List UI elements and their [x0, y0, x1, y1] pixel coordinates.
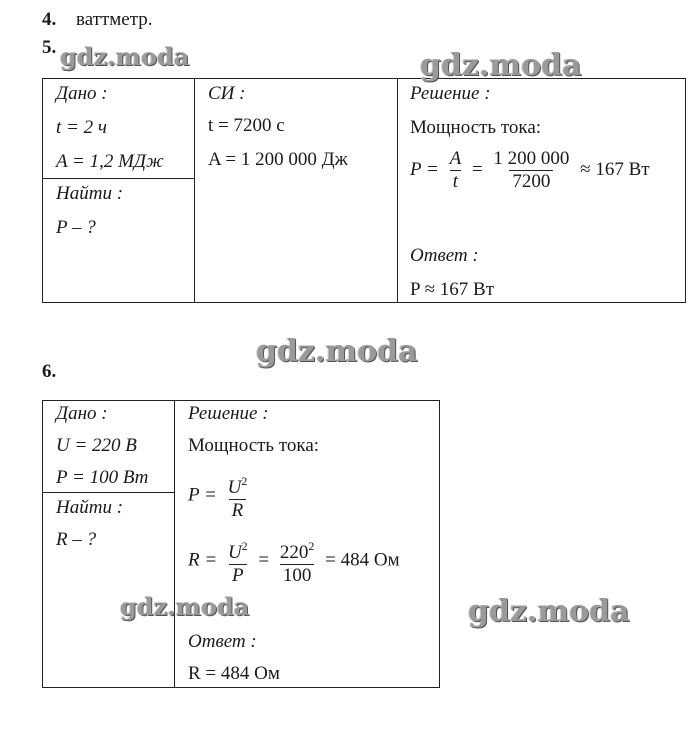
item6-number: 6.	[42, 361, 57, 382]
watermark-logo: gdz.moda	[420, 48, 582, 83]
given-header: Дано :	[56, 403, 108, 424]
divider	[42, 492, 174, 493]
given-line: U = 220 В	[56, 435, 137, 456]
answer-header: Ответ :	[188, 631, 257, 652]
given-header: Дано :	[56, 83, 108, 104]
find-header: Найти :	[56, 497, 124, 518]
fraction-denominator: t	[450, 170, 461, 193]
equals-sign: =	[471, 158, 483, 180]
divider	[397, 78, 398, 303]
given-line: A = 1,2 МДж	[56, 151, 164, 172]
answer-header: Ответ :	[410, 245, 479, 266]
fraction-denominator: R	[229, 499, 247, 522]
solution-header: Решение :	[188, 403, 269, 424]
fraction	[490, 148, 572, 193]
fraction	[225, 535, 251, 587]
fraction-numerator: $U^2$	[227, 474, 248, 498]
fraction-denominator: P	[229, 564, 247, 587]
item5-number: 5.	[42, 37, 57, 58]
solution-title: Мощность тока:	[188, 435, 320, 456]
given-line: P = 100 Вт	[56, 467, 149, 488]
formula-result: = 484 Ом	[325, 549, 400, 571]
divider	[174, 400, 175, 688]
solution-header: Решение :	[410, 83, 491, 104]
watermark-logo: gdz.moda	[120, 592, 250, 621]
si-line: A = 1 200 000 Дж	[208, 149, 348, 170]
solution-title: Мощность тока:	[410, 117, 542, 138]
fraction-denominator: 100	[280, 564, 315, 587]
item4-number: 4.	[42, 9, 57, 30]
find-header: Найти :	[56, 183, 124, 204]
given-line: t = 2 ч	[56, 117, 107, 138]
power-formula	[188, 470, 253, 522]
item4-text: ваттметр.	[76, 9, 153, 30]
fraction-numerator: 1 200 000	[493, 148, 570, 169]
answer-value: R = 484 Ом	[188, 663, 280, 684]
fraction-numerator: $U^2$	[227, 539, 248, 563]
formula-lhs: P =	[410, 158, 439, 180]
si-header: СИ :	[208, 83, 246, 104]
resistance-formula	[188, 535, 400, 587]
formula-lhs: P =	[188, 484, 217, 506]
answer-value: P ≈ 167 Вт	[410, 279, 495, 300]
fraction	[447, 148, 465, 193]
divider	[194, 78, 195, 303]
fraction-numerator: $220^2$	[279, 539, 315, 563]
watermark-logo: gdz.moda	[60, 42, 190, 71]
fraction-denominator: 7200	[509, 170, 553, 193]
fraction-numerator: A	[449, 148, 462, 169]
si-line: t = 7200 с	[208, 115, 285, 136]
find-value: R – ?	[56, 529, 97, 550]
fraction	[225, 470, 251, 522]
power-formula	[410, 148, 650, 193]
watermark-logo: gdz.moda	[468, 594, 630, 629]
equals-sign: =	[258, 549, 270, 571]
watermark-logo: gdz.moda	[256, 334, 418, 369]
fraction	[277, 535, 318, 587]
divider	[42, 178, 194, 179]
formula-result: ≈ 167 Вт	[580, 158, 650, 180]
formula-lhs: R =	[188, 549, 218, 571]
find-value: P – ?	[56, 217, 96, 238]
